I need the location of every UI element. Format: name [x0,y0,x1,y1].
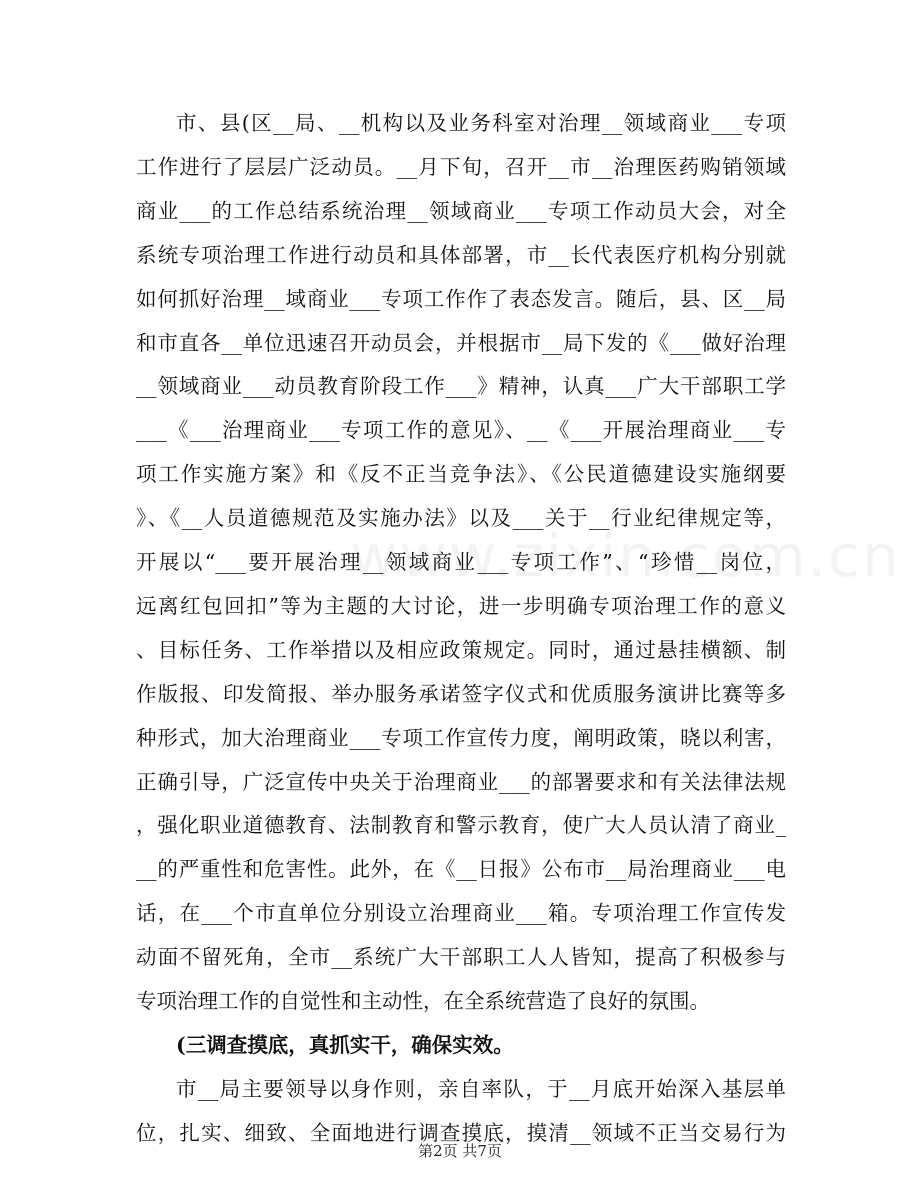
paragraph-line: 种形式，加大治理商业___专项工作宣传力度，阐明政策，晓以利害， [136,725,786,750]
page-number: 第2页 共7页 [418,1142,502,1160]
paragraph-line: 项工作实施方案》和《反不正当竞争法》、《公民道德建设实施纲要 [136,462,786,487]
paragraph-line: 市__局主要领导以身作则，亲自率队，于__月底开始深入基层单 [176,1076,786,1101]
paragraph-line: 工作进行了层层广泛动员。__月下旬，召开__市__治理医药购销领域 [136,154,786,179]
paragraph-line: 商业___的工作总结系统治理__领域商业___专项工作动员大会，对全 [136,198,786,223]
paragraph-line: 》、《__人员道德规范及实施办法》以及___关于__行业纪律规定等， [136,506,786,531]
paragraph-line: 开展以“___要开展治理__领域商业___专项工作”、“珍惜__岗位， [136,550,786,574]
paragraph-line: ，强化职业道德教育、法制教育和警示教育，使广大人员认清了商业_ [136,813,786,838]
paragraph-line: 系统专项治理工作进行动员和具体部署，市__长代表医疗机构分别就 [136,242,786,267]
paragraph-line: 位，扎实、细致、全面地进行调查摸底，摸清__领域不正当交易行为 [136,1120,786,1145]
paragraph-line: ___《___治理商业___专项工作的意见》、__《___开展治理商业___专 [136,418,786,443]
paragraph-line: __的严重性和危害性。此外，在《__日报》公布市__局治理商业___电 [136,857,786,882]
paragraph-line: 专项治理工作的自觉性和主动性，在全系统营造了良好的氛围。 [136,989,710,1013]
paragraph-line: 正确引导，广泛宣传中央关于治理商业___的部署要求和有关法律法规 [136,769,786,794]
paragraph-line: 作版报、印发简报、举办服务承诺签字仪式和优质服务演讲比赛等多 [136,681,786,706]
paragraph-line: 动面不留死角，全市__系统广大干部职工人人皆知，提高了积极参与 [136,945,786,970]
paragraph-line: 远离红包回扣”等为主题的大讨论，进一步明确专项治理工作的意义 [136,593,786,618]
paragraph-line: 话，在___个市直单位分别设立治理商业___箱。专项治理工作宣传发 [136,901,786,926]
paragraph-line: 、目标任务、工作举措以及相应政策规定。同时，通过悬挂横额、制 [136,637,786,662]
paragraph-line: 市、县(区__局、__机构以及业务科室对治理__领域商业___专项 [176,111,786,135]
section-heading: (三调查摸底，真抓实干，确保实效。 [176,1032,514,1057]
paragraph-line: __领域商业___动员教育阶段工作___》精神，认真___广大干部职工学 [136,374,786,399]
paragraph-line: 和市直各__单位迅速召开动员会，并根据市__局下发的《___做好治理 [136,330,786,355]
paragraph-line: 如何抓好治理__域商业___专项工作作了表态发言。随后，县、区__局 [136,286,786,311]
